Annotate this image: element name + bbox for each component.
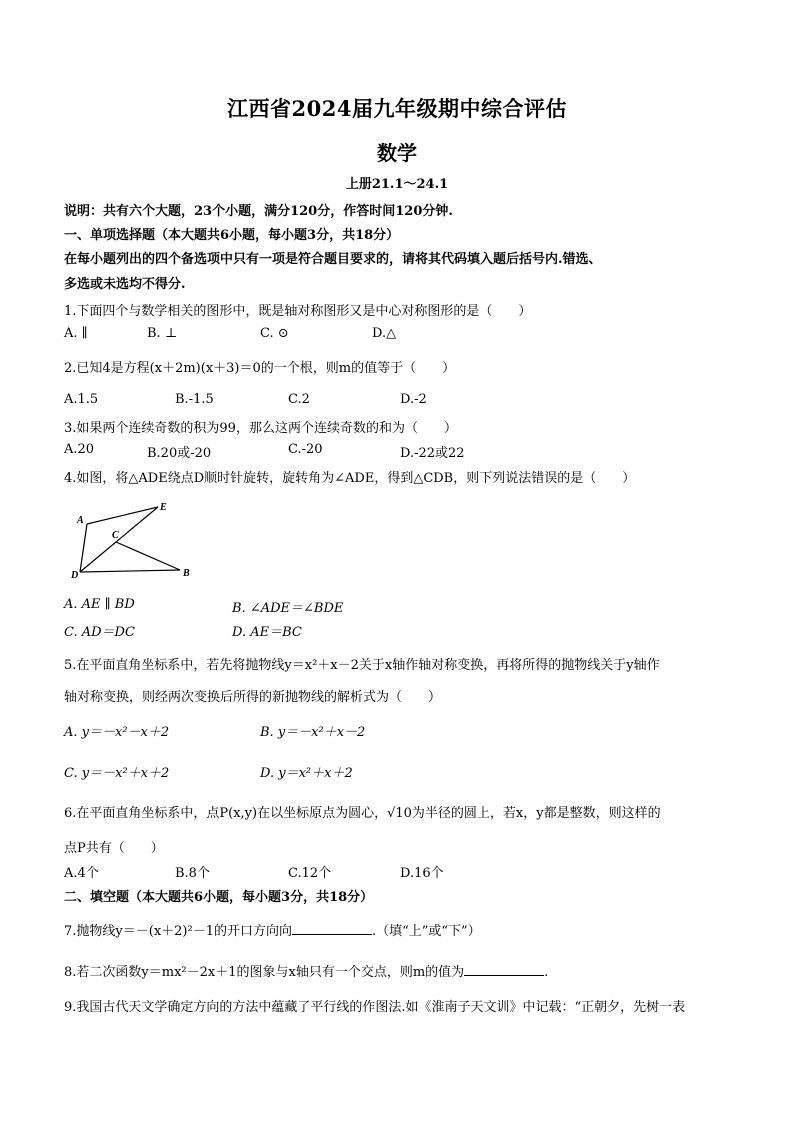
q7-line	[64, 920, 481, 939]
q8-line	[64, 961, 548, 980]
section1-instruction-line2: 多选或未选均不得分.	[64, 277, 186, 292]
label-b: B	[183, 568, 190, 579]
q8-answer-blank[interactable]	[464, 963, 544, 976]
q3-option-a: A.20	[64, 442, 95, 457]
q2-stem: 2.已知4是方程(x＋2m)(x＋3)＝0的一个根，则m的值等于（ ）	[64, 361, 456, 376]
q1-option-c: C. ⊙	[260, 326, 289, 341]
q4-option-a: A. AE ∥ BD	[64, 597, 135, 612]
q4-option-c: C. AD＝DC	[64, 625, 135, 640]
q5-option-b: B. y＝－x²＋x－2	[260, 725, 366, 740]
q3-option-b: B.20或-20	[147, 446, 212, 461]
q4-option-d: D. AE＝BC	[232, 625, 302, 640]
label-e: E	[160, 502, 167, 513]
q6-option-a: A.4个	[64, 866, 99, 881]
q1-option-a: A. ∥	[64, 326, 88, 341]
q3-stem: 3.如果两个连续奇数的积为99，那么这两个连续奇数的和为（ ）	[64, 421, 457, 436]
q6-option-d: D.16个	[400, 866, 444, 881]
q5-option-c: C. y＝－x²＋x＋2	[64, 766, 170, 781]
q5-option-d: D. y＝x²＋x＋2	[260, 766, 353, 781]
segment-ad	[80, 524, 87, 572]
label-d: D	[71, 570, 79, 581]
segment-cb	[116, 542, 180, 570]
q6-option-b: B.8个	[175, 866, 210, 881]
exam-note: 说明：共有六个大题，23个小题，满分120分，作答时间120分钟.	[64, 204, 453, 219]
q1-stem: 1.下面四个与数学相关的图形中，既是轴对称图形又是中心对称图形的是（ ）	[64, 304, 532, 319]
q5-stem-line2: 轴对称变换，则经两次变换后所得的新抛物线的解析式为（ ）	[64, 690, 442, 705]
q3-option-c: C.-20	[288, 442, 323, 457]
section2-heading: 二、填空题（本大题共6小题，每小题3分，共18分）	[64, 890, 374, 905]
section1-heading: 一、单项选择题（本大题共6小题，每小题3分，共18分）	[64, 228, 400, 243]
q4-option-b: B. ∠ADE＝∠BDE	[232, 601, 344, 616]
exam-title: 江西省2024届九年级期中综合评估	[227, 96, 567, 121]
q8-tail: .	[544, 965, 549, 980]
q1-option-d: D.△	[372, 326, 397, 341]
section1-instruction-line1: 在每小题列出的四个备选项中只有一项是符合题目要求的，请将其代码填入题后括号内.错选、	[64, 252, 602, 267]
scope-line: 上册21.1～24.1	[345, 177, 449, 192]
q2-option-a: A.1.5	[64, 392, 99, 407]
q6-stem-line1: 6.在平面直角坐标系中，点P(x,y)在以坐标原点为圆心，√10为半径的圆上，若x，y都是整数，则这样的	[64, 806, 661, 821]
q1-option-b: B. ⊥	[147, 326, 178, 341]
q7-tail: .（填“上”或“下”）	[371, 924, 481, 939]
label-c: C	[112, 530, 119, 541]
q2-option-d: D.-2	[400, 392, 427, 407]
label-a: A	[77, 515, 84, 526]
q4-stem: 4.如图，将△ADE绕点D顺时针旋转，旋转角为∠ADE，得到△CDB，则下列说法错误的是（ ）	[64, 471, 636, 486]
q2-option-c: C.2	[288, 392, 310, 407]
subject-title: 数学	[377, 141, 417, 165]
q5-stem-line1: 5.在平面直角坐标系中，若先将抛物线y＝x²＋x－2关于x轴作轴对称变换，再将所得的抛物线关于y轴作	[64, 658, 660, 673]
q7-answer-blank[interactable]	[292, 922, 372, 935]
q3-option-d: D.-22或22	[400, 446, 465, 461]
q6-option-c: C.12个	[288, 866, 332, 881]
q9-stem: 9.我国古代天文学确定方向的方法中蕴藏了平行线的作图法.如《淮南子天文训》中记载：“正朝夕，先树一表	[64, 1000, 686, 1015]
q8-stem: 8.若二次函数y＝mx²－2x＋1的图象与x轴只有一个交点，则m的值为	[64, 965, 465, 980]
segment-db	[80, 570, 180, 572]
q7-stem: 7.抛物线y＝－(x＋2)²－1的开口方向向	[64, 924, 292, 939]
q4-rotation-figure	[66, 497, 206, 587]
q2-option-b: B.-1.5	[175, 392, 214, 407]
q6-stem-line2: 点P共有（ ）	[64, 841, 164, 856]
q5-option-a: A. y＝－x²－x＋2	[64, 725, 170, 740]
